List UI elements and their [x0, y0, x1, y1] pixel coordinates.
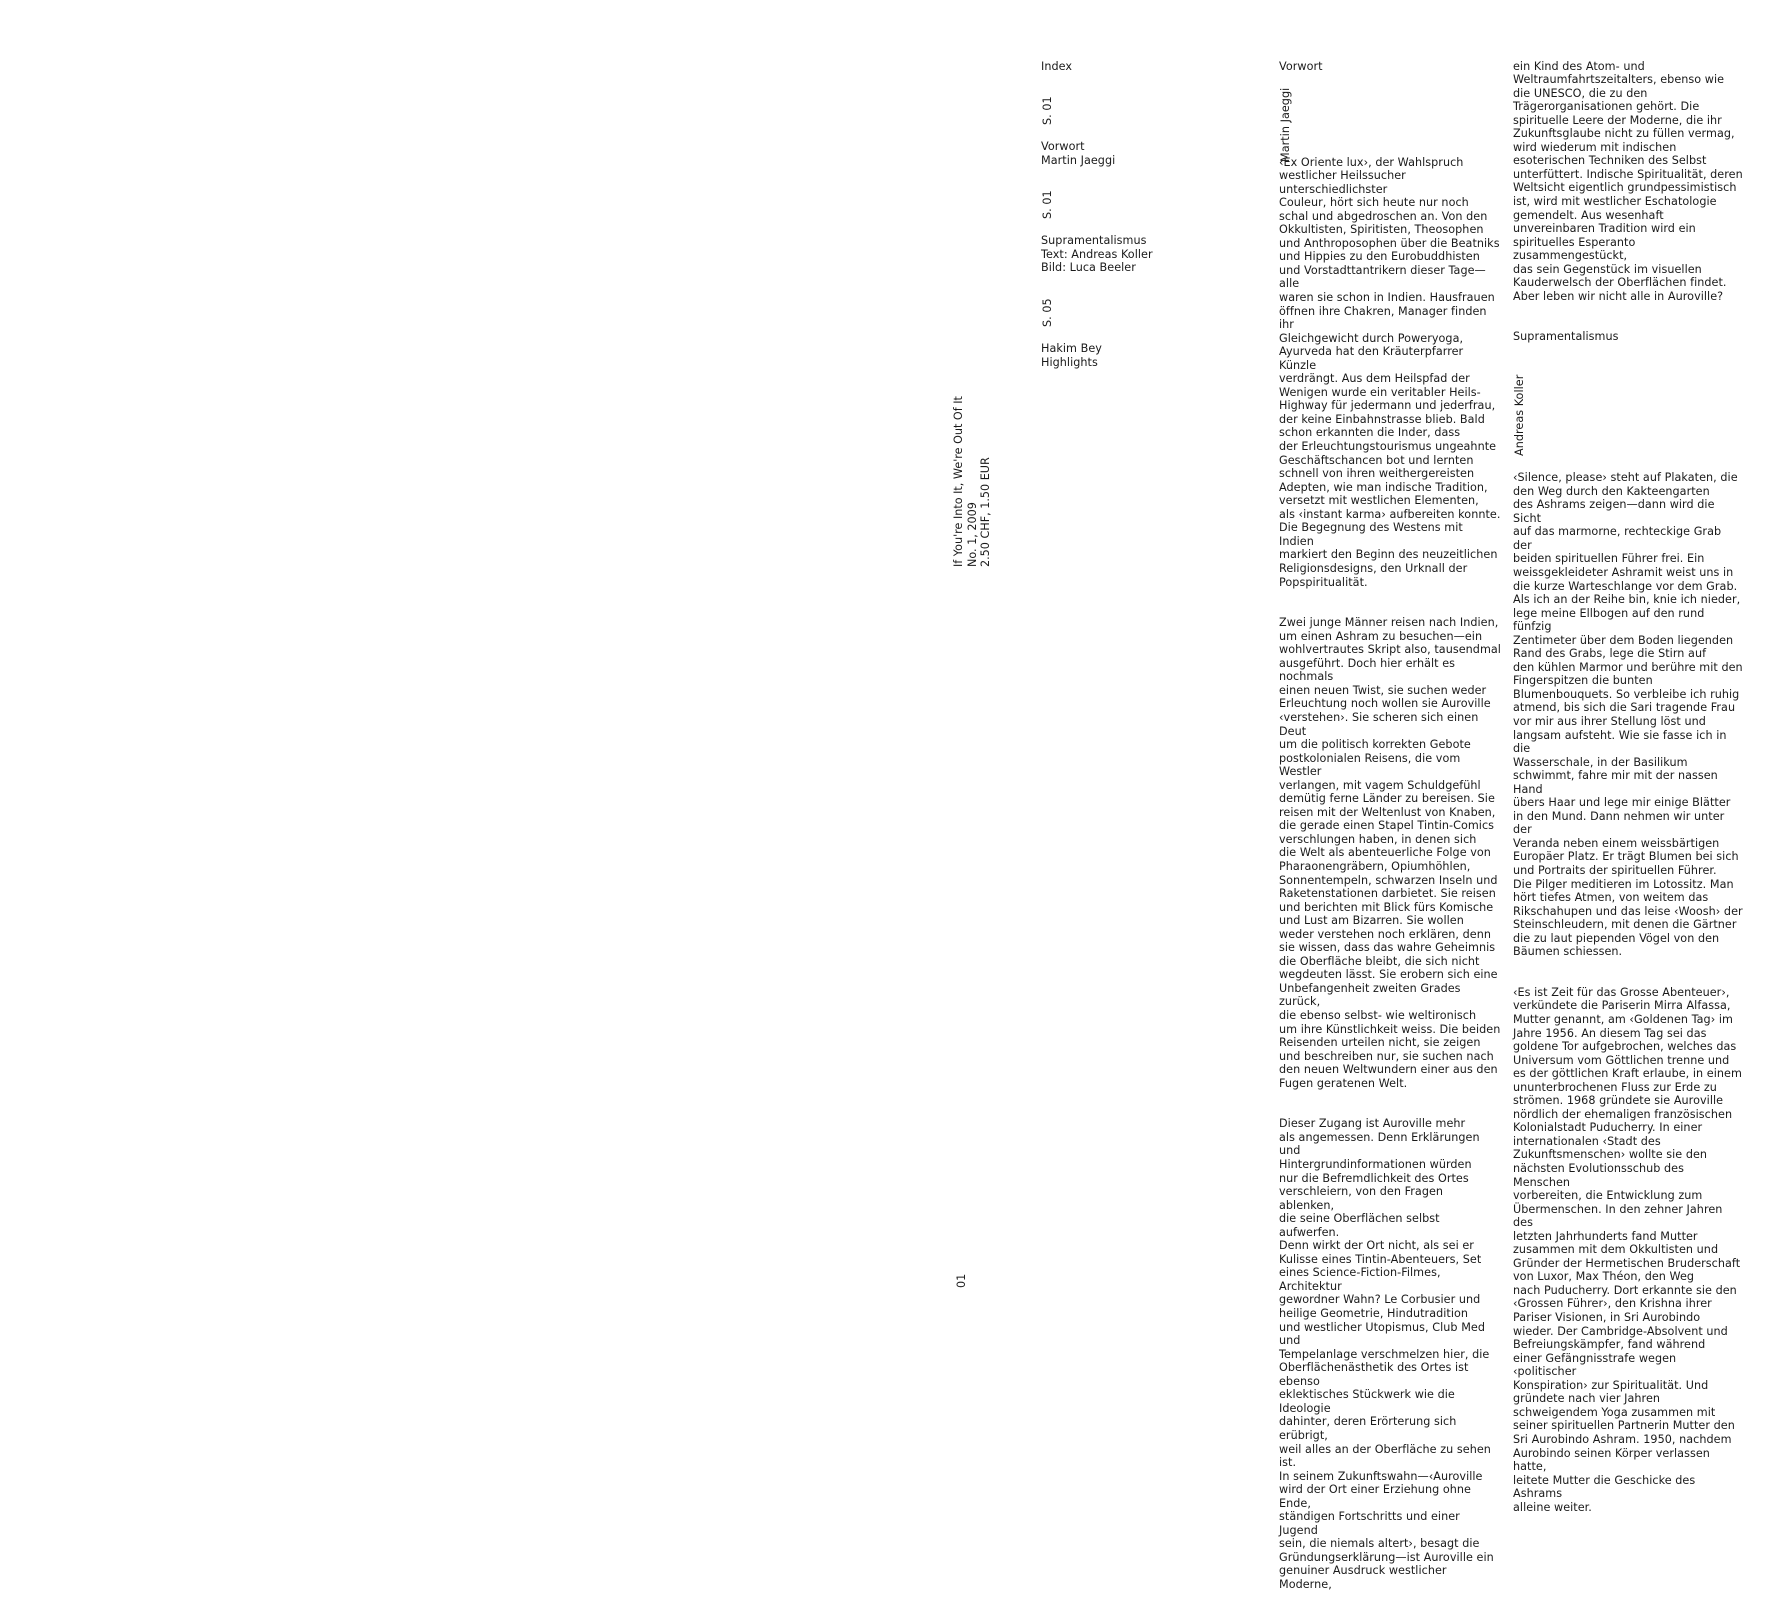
issue-price: 2.50 CHF, 1.50 EUR: [979, 457, 993, 567]
vorwort-body: [1279, 142, 1501, 1619]
supramentalismus-paragraph: ‹Es ist Zeit für das Grosse Abenteuer›, verkündete die Pariserin Mirra Alfassa, Mutter genannt, am ‹Goldenen Tag› im Jahre 1956. An diesem Tag sei das goldene Tor aufgebrochen, welches das Universum vom Göttlichen trenne und es der göttlichen Kraft erlaube, in einem ununterbrochenen Fluss zur Erde zu strömen. 1968 gründete sie Auroville nördlich der ehemaligen französischen Kolonialstadt Puducherry. In einer internationalen ‹Stadt des Zukunftsmenschen› wollte sie den nächsten Evolutionsschub des Menschen vorbereiten, die Entwicklung zum Übermenschen. In den zehner Jahren des letzten Jahrhunderts fand Mutter zusammen mit dem Okkultisten und Gründer der Hermetischen Bruderschaft von Luxor, Max Théon, den Weg nach Puducherry. Dort erkannte sie den ‹Grossen Führer›, den Krishna ihrer Pariser Visionen, in Sri Aurobindo wieder. Der Cambridge-Absolvent und Befreiungskämpfer, fand während einer Gefängnisstrafe wegen ‹politischer Konspiration› zur Spiritualität. Und gründete nach vier Jahren schweigendem Yoga zusammen mit seiner spirituellen Partnerin Mutter den Sri Aurobindo Ashram. 1950, nachdem Aurobindo seinen Körper verlassen hatte, leitete Mutter die Geschicke des Ashrams alleine weiter.: [1513, 985, 1742, 1514]
supramentalismus-heading: Supramentalismus: [1513, 330, 1619, 344]
issue-number: No. 1, 2009: [965, 502, 979, 567]
issue-info: [952, 367, 993, 567]
index-page-ref: [1041, 289, 1241, 329]
index-page-number: S. 01: [1041, 190, 1054, 219]
vorwort-paragraph: Zwei junge Männer reisen nach Indien, um einen Ashram zu besuchen—ein wohlvertrautes Skript also, tausendmal ausgeführt. Doch hier erhält es nochmals einen neuen Twist, sie suchen weder Erleuchtung noch wollen sie Auroville ‹verstehen›. Sie scheren sich einen Deut um die politisch korrekten Gebote postkolonialen Reisens, die vom Westler verlangen, mit vagem Schuldgefühl demütig ferne Länder zu bereisen. Sie reisen mit der Weltenlust von Knaben, die gerade einen Stapel Tintin-Comics verschlungen haben, in denen sich die Welt als abenteuerliche Folge von Pharaonengräbern, Opiumhöhlen, Sonnentempeln, schwarzen Inseln und Raketenstationen darbietet. Sie reisen und berichten mit Blick fürs Komische und Lust am Bizarren. Sie wollen weder verstehen noch erklären, denn sie wissen, dass das wahre Geheimnis die Oberfläche bleibt, die sich nicht wegdeuten lässt. Sie erobern sich eine Unbefangenheit zweiten Grades zurück, die ebenso selbst- wie weltironisch um ihre Künstlichkeit weiss. Die beiden Reisenden urteilen nicht, sie zeigen und beschreiben nur, sie suchen nach den neuen Weltwundern einer aus den Fugen geratenen Welt.: [1279, 616, 1501, 1090]
index-entry[interactable]: Supramentalismus Text: Andreas Koller Bild: Luca Beeler: [1041, 234, 1153, 275]
index-heading: Index: [1041, 59, 1073, 73]
index-page-number: S. 05: [1041, 297, 1054, 327]
page-number: 01: [955, 1273, 968, 1288]
index-entry[interactable]: Vorwort Martin Jaeggi: [1041, 140, 1116, 167]
index-page-ref: [1041, 87, 1241, 127]
index-entry[interactable]: Hakim Bey Highlights: [1041, 342, 1102, 369]
index-column: [1041, 46, 1241, 383]
supramentalismus-paragraph: ‹Silence, please› steht auf Plakaten, die den Weg durch den Kakteengarten des Ashrams zeigen—dann wird die Sicht auf das marmorne, rechteckige Grab der beiden spirituellen Führer frei. Ein weissgekleideter Ashramit weist uns in die kurze Warteschlange vor dem Grab. Als ich an der Reihe bin, knie ich nieder, lege meine Ellbogen auf den rund fünfzig Zentimeter über dem Boden liegenden Rand des Grabs, lege die Stirn auf den kühlen Marmor und berühre mit den Fingerspitzen die bunten Blumenbouquets. So verbleibe ich ruhig atmend, bis sich die Sari tragende Frau vor mir aus ihrer Stellung löst und langsam aufsteht. Wie sie fasse ich in die Wasserschale, in der Basilikum schwimmt, fahre mir mit der nassen Hand übers Haar und lege mir einige Blätter in den Mund. Dann nehmen wir unter der Veranda neben einem weissbärtigen Europäer Platz. Er trägt Blumen bei sich und Portraits der spirituellen Führer. Die Pilger meditieren im Lotossitz. Man hört tiefes Atmen, von weitem das Rikschahupen und das leise ‹Woosh› der Steinschleudern, mit denen die Gärtner die zu laut piependen Vögel von den Bäumen schiessen.: [1513, 471, 1743, 959]
vorwort-continuation: ein Kind des Atom- und Weltraumfahrtszeitalters, ebenso wie die UNESCO, die zu den Trägerorganisationen gehört. Die spirituelle Leere der Moderne, die ihr Zukunftsglaube nicht zu füllen vermag, wird wiederum mit indischen esoterischen Techniken des Selbst unterfüttert. Indische Spiritualität, deren Weltsicht eigentlich grundpessimistisch ist, wird mit westlicher Eschatologie gemendelt. Aus wesenhaft unvereinbaren Tradition wird ein spirituelles Esperanto zusammengestückt, das sein Gegenstück im visuellen Kauderwelsch der Oberflächen findet. Aber leben wir nicht alle in Auroville?: [1513, 59, 1743, 303]
index-page-number: S. 01: [1041, 95, 1054, 125]
supramentalismus-author: Andreas Koller: [1513, 374, 1526, 456]
right-column: [1513, 46, 1743, 1541]
supramentalismus-author-wrap: [1513, 358, 1743, 458]
vorwort-paragraph: ‹Ex Oriente lux›, der Wahlspruch westlicher Heilssucher unterschiedlichster Couleur, hört sich heute nur noch schal und abgedroschen an. Von den Okkultisten, Spiritisten, Theosophen und Anthroposophen über die Beatniks und Hippies zu den Eurobuddhisten und Vorstadttantrikern dieser Tage—alle waren sie schon in Indien. Hausfrauen öffnen ihre Chakren, Manager finden ihr Gleichgewicht durch Poweryoga, Ayurveda hat den Kräuterpfarrer Künzle verdrängt. Aus dem Heilspfad der Wenigen wurde ein veritabler Heils- Highway für jedermann und jederfrau, der keine Einbahnstrasse blieb. Bald schon erkannten die Inder, dass der Erleuchtungstourismus ungeahnte Geschäftschancen bot und lernten schnell von ihren weithergereisten Adepten, wie man indische Tradition, versetzt mit westlichen Elementen, als ‹instant karma› aufbereiten konnte. Die Begegnung des Westens mit Indien markiert den Beginn des neuzeitlichen Religionsdesigns, den Urknall der Popspiritualität.: [1279, 155, 1501, 589]
vorwort-column: [1279, 46, 1501, 1591]
vorwort-heading: Vorwort: [1279, 59, 1323, 73]
issue-title: If You're Into It, We're Out Of It: [952, 396, 965, 567]
vorwort-paragraph: Dieser Zugang ist Auroville mehr als angemessen. Denn Erklärungen und Hintergrundinformationen würden nur die Befremdlichkeit des Ortes verschleiern, von den Fragen ablenken, die seine Oberflächen selbst aufwerfen. Denn wirkt der Ort nicht, als sei er Kulisse eines Tintin-Abenteuers, Set eines Science-Fiction-Filmes, Architektur gewordner Wahn? Le Corbusier und heilige Geometrie, Hindutradition und westlicher Utopismus, Club Med und Tempelanlage verschmelzen hier, die Oberflächenästhetik des Ortes ist ebenso eklektisches Stückwerk wie die Ideologie dahinter, deren Erörterung sich erübrigt, weil alles an der Oberfläche zu sehen ist. In seinem Zukunftswahn—‹Auroville wird der Ort einer Erziehung ohne Ende, ständigen Fortschritts und einer Jugend sein, die niemals altert›, besagt die Gründungserklärung—ist Auroville ein genuiner Ausdruck westlicher Moderne,: [1279, 1117, 1494, 1591]
index-page-ref: [1041, 181, 1241, 221]
vorwort-author: Martin Jaeggi: [1279, 87, 1292, 162]
